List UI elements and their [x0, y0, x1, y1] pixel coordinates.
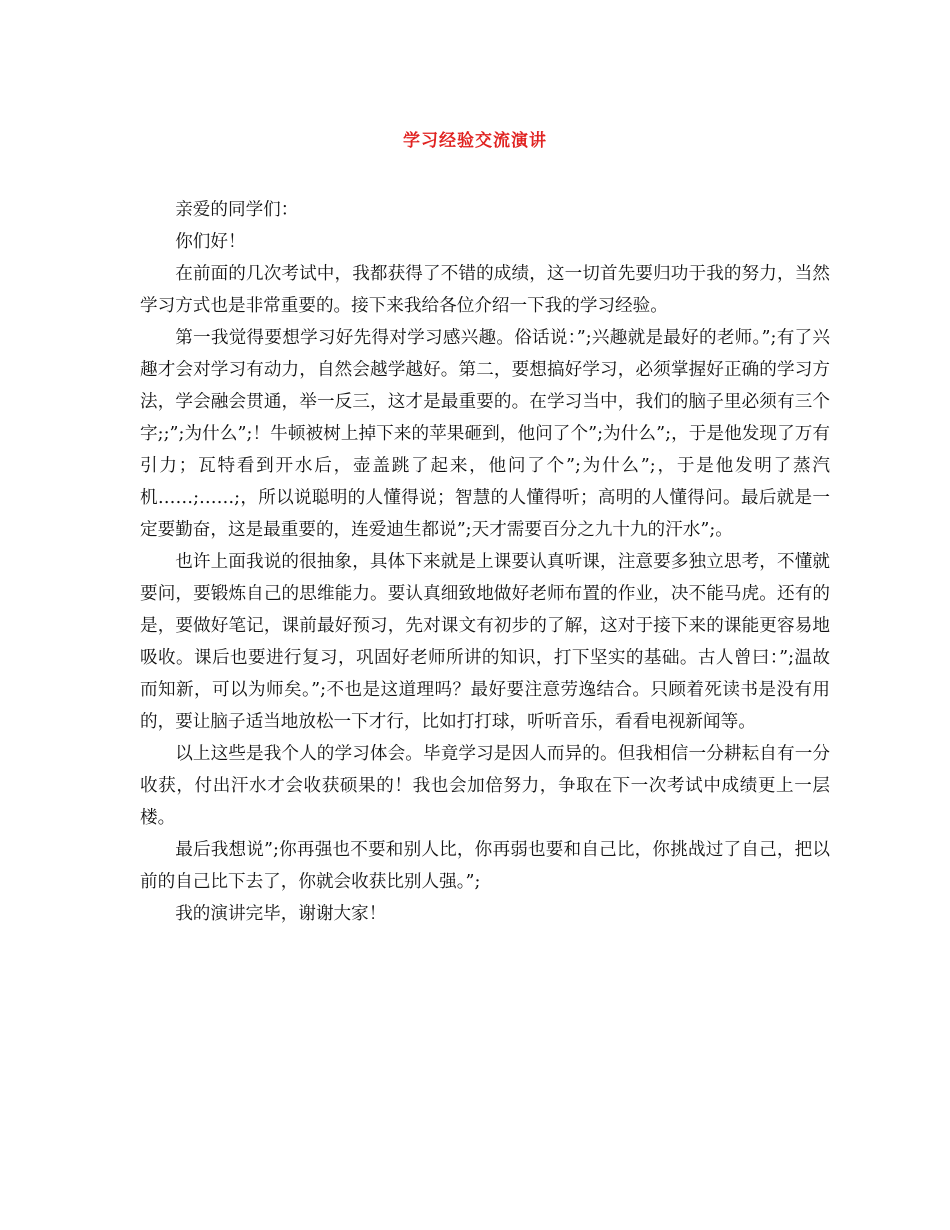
- paragraph-hello: 你们好！: [175, 232, 246, 252]
- paragraph-intro: 在前面的几次考试中，我都获得了不错的成绩，这一切首先要归功于我的努力，当然学习方式也是非常重要的。接下来我给各位介绍一下我的学习经验。: [140, 264, 830, 316]
- document-body: [140, 194, 830, 930]
- paragraph-summary: 以上这些是我个人的学习体会。毕竟学习是因人而异的。但我相信一分耕耘自有一分收获，付出汗水才会收获硕果的！我也会加倍努力，争取在下一次考试中成绩更上一层楼。: [140, 744, 830, 828]
- paragraph-greeting: 亲爱的同学们：: [175, 200, 299, 220]
- paragraph-thanks: 我的演讲完毕，谢谢大家！: [175, 904, 387, 924]
- paragraph-practice: 也许上面我说的很抽象，具体下来就是上课要认真听课，注意要多独立思考，不懂就要问，要锻炼自己的思维能力。要认真细致地做好老师布置的作业，决不能马虎。还有的是，要做好笔记，课前最好预习，先对课文有初步的了解，这对于接下来的课能更容易地吸收。课后也要进行复习，巩固好老师所讲的知识，打下坚实的基础。古人曾曰：”;温故而知新，可以为师矣。”;不也是这道理吗？最好要注意劳逸结合。只顾着死读书是没有用的，要让脑子适当地放松一下才行，比如打打球，听听音乐，看看电视新闻等。: [140, 552, 830, 732]
- paragraph-interest-method: 第一我觉得要想学习好先得对学习感兴趣。俗话说：”;兴趣就是最好的老师。”;有了兴趣才会对学习有动力，自然会越学越好。第二，要想搞好学习，必须掌握好正确的学习方法，学会融会贯通，举一反三，这才是最重要的。在学习当中，我们的脑子里必须有三个字;;”;为什么”;！牛顿被树上掉下来的苹果砸到，他问了个”;为什么”;，于是他发现了万有引力；瓦特看到开水后，壶盖跳了起来，他问了个”;为什么”;，于是他发明了蒸汽机……;……;，所以说聪明的人懂得说；智慧的人懂得听；高明的人懂得问。最后就是一定要勤奋，这是最重要的，连爱迪生都说”;天才需要百分之九十九的汗水”;。: [140, 328, 830, 540]
- paragraph-closing-quote: 最后我想说”;你再强也不要和别人比，你再弱也要和自己比，你挑战过了自己，把以前的自己比下去了，你就会收获比别人强。”;: [140, 840, 830, 892]
- document-title: 学习经验交流演讲: [403, 131, 547, 151]
